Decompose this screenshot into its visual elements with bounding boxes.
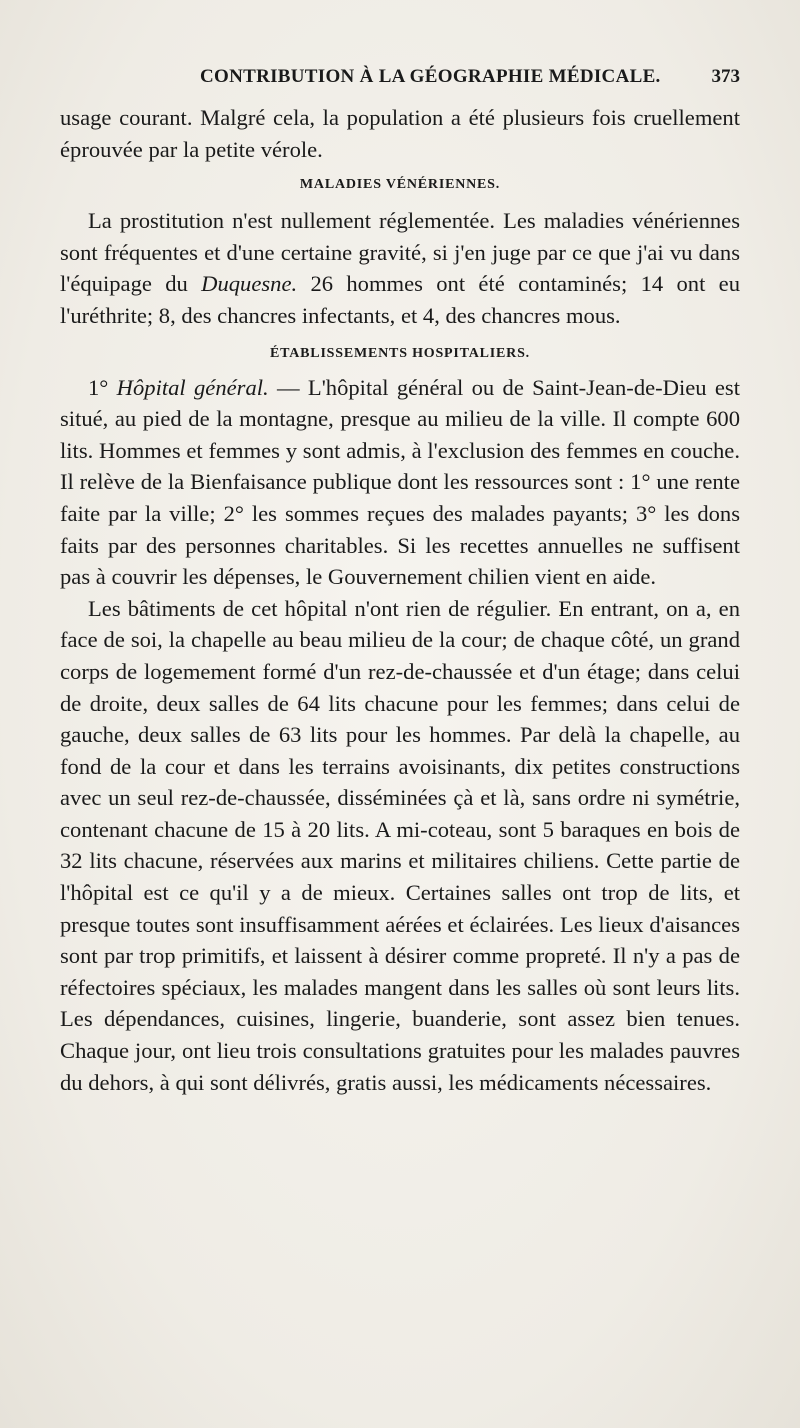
body-text bbox=[60, 102, 740, 1098]
heading-hospital-establishments: ÉTABLISSEMENTS HOSPITALIERS. bbox=[270, 345, 530, 361]
paragraph-prostitution bbox=[60, 205, 740, 331]
paragraph-hospital-buildings: Les bâtiments de cet hôpital n'ont rien de régulier. En entrant, on a, en face de soi, la chapelle au beau milieu de la cour; de chaque côté, un grand corps de logemement formé d'un rez-de-chaussée et d'un étage; dans celui de droite, deux salles de 64 lits chacune pour les femmes; dans celui de gauche, deux salles de 63 lits pour les hommes. Par delà la chapelle, au fond de la cour et dans les terrains avoisinants, dix petites constructions avec un seul rez-de-chaussée, disséminées çà et là, sans ordre ni symétrie, contenant chacune de 15 à 20 lits. A mi-coteau, sont 5 baraques en bois de 32 lits chacune, réservées aux marins et militaires chiliens. Cette partie de l'hôpital est ce qu'il y a de mieux. Certaines salles ont trop de lits, et presque toutes sont insuffisamment aérées et éclairées. Les lieux d'aisances sont par trop primitifs, et laissent à désirer comme propreté. Il n'y a pas de réfectoires spéciaux, les malades mangent dans les salles où sont leurs lits. Les dépendances, cuisines, lingerie, buanderie, sont assez bien tenues. Chaque jour, ont lieu trois consultations gratuites pour les malades pauvres du dehors, à qui sont délivrés, gratis aussi, les médicaments nécessaires. bbox=[60, 595, 740, 1095]
prostitution-text-b: 26 hommes ont été contaminés; 14 ont eu l'uréthrite; 8, des chancres infectants, et 4, des chancres mous. bbox=[60, 271, 740, 328]
ship-name: Duquesne. bbox=[201, 271, 298, 297]
heading-venereal-diseases: MALADIES VÉNÉRIENNES. bbox=[299, 177, 501, 193]
general-hospital-text: — L'hôpital général ou de Saint-Jean-de-Dieu est situé, au pied de la montagne, presque au milieu de la ville. Il compte 600 lits. Hommes et femmes y sont admis, à l'exclusion des femmes en couche. Il relève de la Bienfaisance publique dont les ressources sont : 1° une rente faite par la ville; 2° les sommes reçues des malades payants; 3° les dons faits par des personnes charitables. Si les recettes annuelles ne suffisent pas à couvrir les dépenses, le Gouvernement chilien vient en aide. bbox=[60, 374, 741, 590]
running-head bbox=[60, 62, 740, 92]
hospital-title: Hôpital général. bbox=[116, 374, 269, 400]
paragraph-general-hospital bbox=[60, 372, 740, 593]
page-number: 373 bbox=[711, 66, 740, 87]
item-number: 1° bbox=[88, 374, 117, 400]
prostitution-text-a: La prostitution n'est nullement réglementée. Les maladies vénériennes sont fréquentes et d'une certaine gravité, si j'en juge par ce que j'ai vu dans l'équipage du bbox=[60, 208, 740, 297]
running-title: CONTRIBUTION À LA GÉOGRAPHIE MÉDICALE. bbox=[200, 66, 661, 87]
paragraph-smallpox: usage courant. Malgré cela, la population a été plusieurs fois cruellement éprouvée par la petite vérole. bbox=[60, 105, 740, 162]
